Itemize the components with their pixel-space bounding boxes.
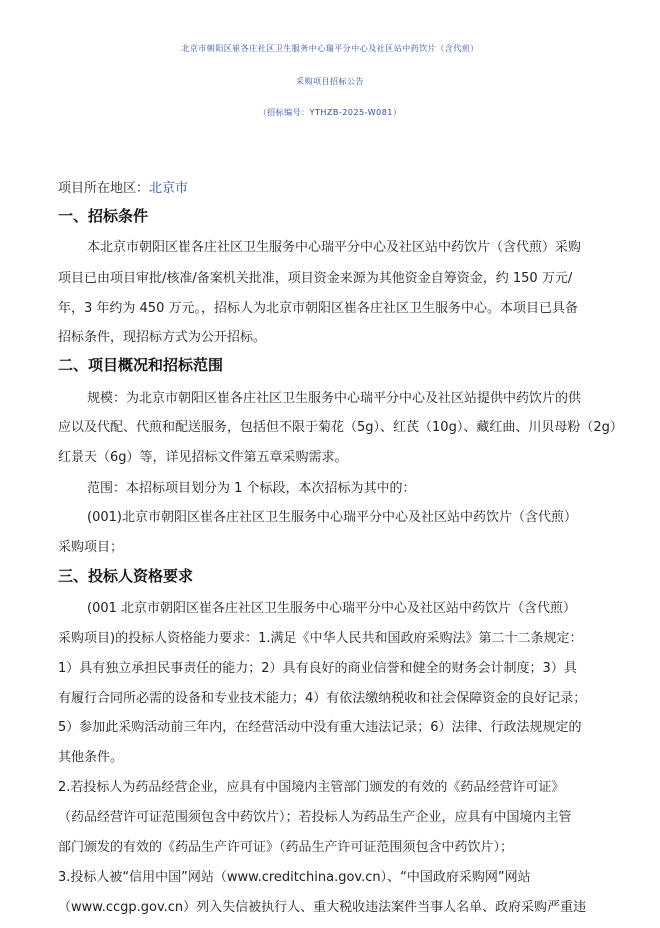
tender-number: （招标编号：YTHZB-2025-W081） xyxy=(258,108,402,117)
section3-line: (001 北京市朝阳区崔各庄社区卫生服务中心瑞平分中心及社区站中药饮片（含代煎） xyxy=(87,601,577,616)
document-title-line-2: 采购项目招标公告 xyxy=(296,77,364,86)
section2-line: (001)北京市朝阳区崔各庄社区卫生服务中心瑞平分中心及社区站中药饮片（含代煎） xyxy=(87,510,577,525)
section3-line: 1）具有独立承担民事责任的能力；2）具有良好的商业信誉和健全的财务会计制度；3）具 xyxy=(58,661,577,676)
section2-line: 红景天（6g）等，详见招标文件第五章采购需求。 xyxy=(58,450,348,465)
location-label: 项目所在地区： xyxy=(58,181,150,196)
section1-line: 年，3 年约为 450 万元。，招标人为北京市朝阳区崔各庄社区卫生服务中心。本项目已具备 xyxy=(58,301,578,316)
section3-line: 其他条件。 xyxy=(58,750,124,765)
section3-line: 5）参加此采购活动前三年内，在经营活动中没有重大违法记录；6）法律、行政法规规定的 xyxy=(58,720,582,735)
section3-line: 采购项目)的投标人资格能力要求：1.满足《中华人民共和国政府采购法》第二十二条规定： xyxy=(58,631,583,646)
section-heading-3: 三、投标人资格要求 xyxy=(58,567,194,585)
section3-line: 有履行合同所必需的设备和专业技术能力；4）有依法缴纳税收和社会保障资金的良好记录； xyxy=(58,691,587,706)
section2-line: 规模：为北京市朝阳区崔各庄社区卫生服务中心瑞平分中心及社区站提供中药饮片的供 xyxy=(87,391,582,406)
section3-line: 部门颁发的有效的《药品生产许可证》（药品生产许可证范围须包含中药饮片）； xyxy=(58,840,514,855)
project-location xyxy=(58,177,188,196)
section2-line: 范围：本招标项目划分为 1 个标段，本次招标为其中的： xyxy=(87,481,416,496)
section3-line: 2.若投标人为药品经营企业，应具有中国境内主管部门颁发的有效的《药品经营许可证》 xyxy=(58,780,565,795)
document-title-line-1: 北京市朝阳区崔各庄社区卫生服务中心瑞平分中心及社区站中药饮片（含代煎） xyxy=(181,44,479,53)
section1-line: 项目已由项目审批/核准/备案机关批准，项目资金来源为其他资金自筹资金，约 150 万元/ xyxy=(58,271,573,286)
section3-line: 3.投标人被“信用中国”网站（www.creditchina.gov.cn）、“中国政府采购网”网站 xyxy=(58,870,531,885)
location-value: 北京市 xyxy=(149,181,189,196)
section-heading-1: 一、招标条件 xyxy=(58,207,149,225)
section2-line: 应以及代配、代煎和配送服务，包括但不限于菊花（5g）、红芪（10g）、藏红曲、川贝母粉（2g） xyxy=(58,420,623,435)
section2-line: 采购项目； xyxy=(58,540,124,555)
section3-line: （药品经营许可证范围须包含中药饮片）；若投标人为药品生产企业，应具有中国境内主管 xyxy=(58,810,572,825)
section1-line: 招标条件，现招标方式为公开招标。 xyxy=(58,330,267,345)
section1-line: 本北京市朝阳区崔各庄社区卫生服务中心瑞平分中心及社区站中药饮片（含代煎）采购 xyxy=(87,240,582,255)
section3-line: （www.ccgp.gov.cn）列入失信被执行人、重大税收违法案件当事人名单、政府采购严重违 xyxy=(58,900,587,915)
section-heading-2: 二、项目概况和招标范围 xyxy=(58,356,224,374)
